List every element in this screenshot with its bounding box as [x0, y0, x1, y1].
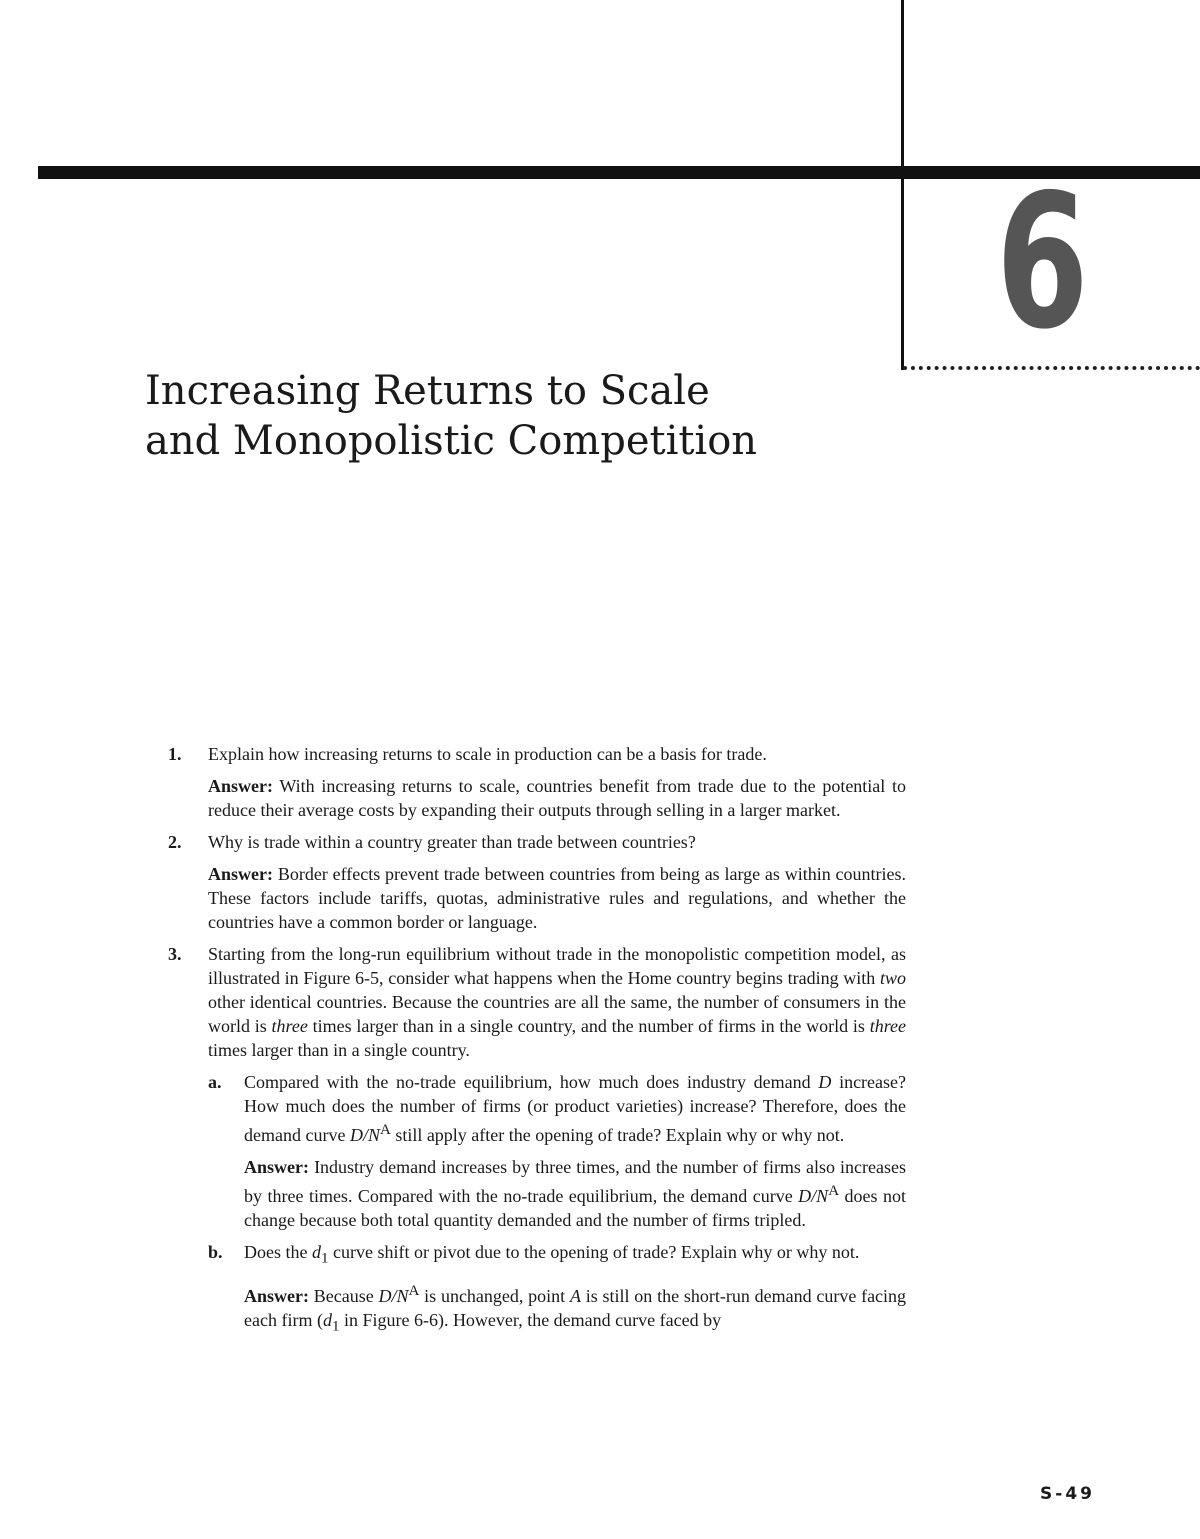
sub-question-label: b.: [208, 1242, 223, 1262]
sub-question-item: [208, 1070, 906, 1232]
chapter-vertical-rule: [901, 0, 904, 370]
chapter-number: 6: [996, 154, 1089, 370]
answer-label: Answer:: [244, 1285, 309, 1306]
question-item: [150, 942, 906, 1338]
question-number: 2.: [168, 832, 182, 852]
question-number: 3.: [168, 944, 182, 964]
sub-question-text: Does the $d_1$ curve shift or pivot due to the opening of trade? Explain why or why not.: [244, 1242, 860, 1267]
answer-text: Answer: Border effects prevent trade between countries from being as large as within countries. These factors include tariffs, quotas, administrative rules and regulations, and whether the countries have a common border or language.: [208, 864, 907, 932]
answer-label: Answer:: [208, 776, 273, 796]
sub-question-label: a.: [208, 1072, 222, 1092]
answer-label: Answer:: [244, 1157, 309, 1177]
answer-text: Answer: Industry demand increases by three times, and the number of firms also increases by three times. Compared with the no-trade equilibrium, the demand curve $D/N^A$ does not change because both total quantity demanded and the number of firms tripled.: [244, 1157, 906, 1230]
question-text: Explain how increasing returns to scale in production can be a basis for trade.: [208, 744, 767, 764]
chapter-title: [145, 366, 757, 466]
chapter-title-line-2: and Monopolistic Competition: [145, 418, 758, 464]
answer-text: Answer: With increasing returns to scale, countries benefit from trade due to the potential to reduce their average costs by expanding their outputs through selling in a larger market.: [208, 776, 906, 820]
question-list: [150, 742, 906, 1346]
answer-label: Answer:: [208, 864, 273, 884]
answer-text: Answer: Because $D/N^A$ is unchanged, point A is still on the short-run demand curve facing each firm ($d_1$ in Figure 6-6). However, the demand curve faced by: [244, 1282, 907, 1335]
sub-question-text: Compared with the no-trade equilibrium, how much does industry demand D increase? How much does the number of firms (or product varieties) increase? Therefore, does the demand curve $D/N^A$ still apply after the opening of trade? Explain why or why not.: [244, 1072, 907, 1145]
chapter-title-line-1: Increasing Returns to Scale: [145, 368, 710, 414]
question-text: Why is trade within a country greater than trade between countries?: [208, 832, 696, 852]
question-number: 1.: [168, 744, 182, 764]
question-text: Starting from the long-run equilibrium without trade in the monopolistic competition model, as illustrated in Figure 6-5, consider what happens when the Home country begins trading with two other identical countries. Because the countries are all the same, the number of consumers in the world is three times larger than in a single country, and the number of firms in the world is three times larger than in a single country.: [208, 944, 907, 1060]
question-item: [150, 830, 906, 934]
question-item: [150, 742, 906, 822]
sub-question-item: [208, 1240, 906, 1338]
page-number: S-49: [1040, 1484, 1095, 1504]
